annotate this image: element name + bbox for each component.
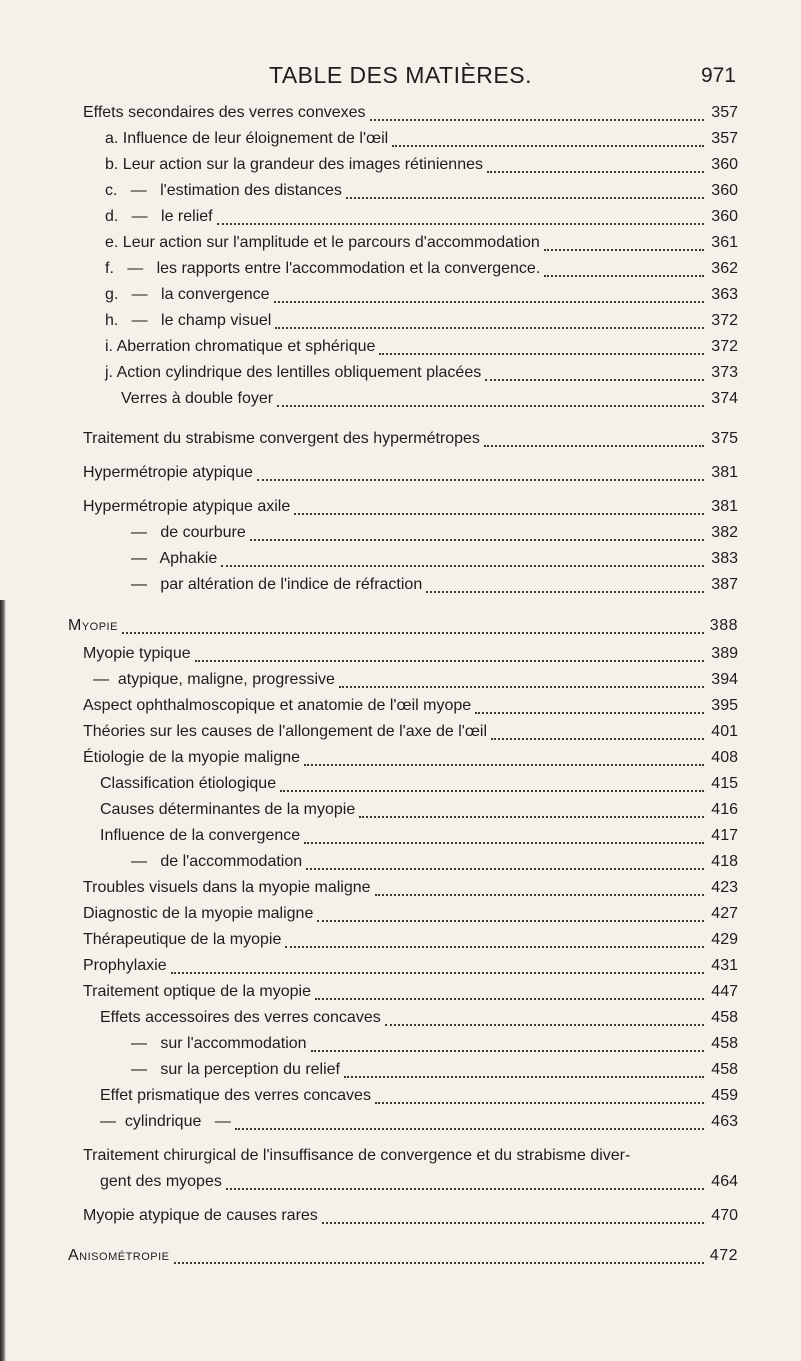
toc-entry (93, 671, 738, 693)
toc-entry-page: 363 (711, 286, 738, 303)
toc-entry-page: 401 (711, 723, 738, 740)
toc-entry-label: Troubles visuels dans la myopie maligne (83, 879, 371, 896)
toc-entry-label: Myopie atypique de causes rares (83, 1207, 318, 1224)
toc-entry-label: Prophylaxie (83, 957, 167, 974)
toc-entry (83, 498, 738, 520)
toc-entry-page: 372 (711, 338, 738, 355)
toc-entry-page: 383 (711, 550, 738, 567)
dot-leader (485, 379, 704, 381)
toc-entry-page: 357 (711, 130, 738, 147)
toc-entry (131, 524, 738, 546)
toc-section-heading (68, 617, 738, 639)
toc-entry (83, 464, 738, 486)
dot-leader (257, 479, 704, 481)
dot-leader (275, 327, 704, 329)
toc-entry-page: 463 (711, 1113, 738, 1130)
dot-leader (304, 842, 704, 844)
toc-entry-page: 417 (711, 827, 738, 844)
dot-leader (221, 565, 704, 567)
toc-entry (100, 827, 738, 849)
toc-entry-label: Traitement du strabisme convergent des hypermétropes (83, 430, 480, 447)
toc-entry-label: Théories sur les causes de l'allongement de l'axe de l'œil (83, 723, 488, 740)
toc-entry (105, 130, 738, 152)
toc-entry-label: Thérapeutique de la myopie (83, 931, 282, 948)
toc-entry-page: 357 (711, 104, 738, 121)
toc-entry-label: e. Leur action sur l'amplitude et le parcours d'accommodation (105, 234, 540, 251)
toc-entry (121, 390, 738, 412)
dot-leader (306, 868, 704, 870)
dot-leader (426, 591, 704, 593)
dot-leader (322, 1222, 704, 1224)
toc-entry (105, 260, 738, 282)
toc-entry-page: 374 (711, 390, 738, 407)
toc-entry-page: 458 (711, 1061, 738, 1078)
toc-entry (105, 234, 738, 256)
toc-entry (83, 697, 738, 719)
dot-leader (544, 275, 704, 277)
toc-entry-label: Classification étiologique (100, 775, 277, 792)
toc-entry-label: a. Influence de leur éloignement de l'œil (105, 130, 389, 147)
toc-entry-label: — de courbure (131, 524, 246, 541)
toc-entry (105, 364, 738, 386)
toc-entry-page: 382 (711, 524, 738, 541)
dot-leader (195, 660, 704, 662)
dot-leader (250, 539, 704, 541)
toc-entry-label: h. — le champ visuel (105, 312, 272, 329)
toc-entry-page: 415 (711, 775, 738, 792)
toc-entry-page: 360 (711, 208, 738, 225)
toc-entry-page: 470 (711, 1207, 738, 1224)
dot-leader (375, 1102, 704, 1104)
toc-entry-label: Effet prismatique des verres concaves (100, 1087, 371, 1104)
toc-entry-page: 431 (711, 957, 738, 974)
toc-entry-label: — de l'accommodation (131, 853, 303, 870)
toc-entry (83, 905, 738, 927)
toc-entry (83, 879, 738, 901)
toc-entry-label: Traitement optique de la myopie (83, 983, 311, 1000)
toc-entry-page: 423 (711, 879, 738, 896)
toc-entry (83, 1207, 738, 1229)
toc-entry-page: 416 (711, 801, 738, 818)
toc-entry (131, 550, 738, 572)
toc-entry-label: gent des myopes (100, 1173, 222, 1190)
dot-leader (317, 920, 704, 922)
toc-entry-label: Myopie typique (83, 645, 191, 662)
toc-entry-label: Hypermétropie atypique axile (83, 498, 291, 515)
toc-entry-page: 389 (711, 645, 738, 662)
dot-leader (339, 686, 704, 688)
toc-entry-label: — par altération de l'indice de réfraction (131, 576, 423, 593)
toc-entry-label: i. Aberration chromatique et sphérique (105, 338, 376, 355)
toc-entry (83, 723, 738, 745)
dot-leader (226, 1188, 704, 1190)
toc-entry (100, 1087, 738, 1109)
toc-entry-page: 472 (709, 1247, 738, 1264)
toc-entry-label: — cylindrique — (100, 1113, 231, 1130)
toc-entry-label: f. — les rapports entre l'accommodation et la convergence. (105, 260, 541, 277)
dot-leader (359, 816, 704, 818)
dot-leader (544, 249, 704, 251)
toc-entry (105, 182, 738, 204)
toc-entry-page: 429 (711, 931, 738, 948)
toc-entry-label: — atypique, maligne, progressive (93, 671, 335, 688)
toc-entry-page: 408 (711, 749, 738, 766)
toc-entry-page: 459 (711, 1087, 738, 1104)
toc-entry-page: 427 (711, 905, 738, 922)
toc-entry (83, 1147, 738, 1169)
dot-leader (370, 119, 704, 121)
toc-entry-label: Hypermétropie atypique (83, 464, 253, 481)
dot-leader (217, 223, 704, 225)
dot-leader (285, 946, 704, 948)
toc-entry-label: Influence de la convergence (100, 827, 301, 844)
dot-leader (487, 171, 704, 173)
toc-entry (83, 931, 738, 953)
toc-entry (131, 853, 738, 875)
dot-leader (491, 738, 704, 740)
dot-leader (122, 632, 704, 634)
dot-leader (280, 790, 704, 792)
dot-leader (274, 301, 704, 303)
toc-entry-label: g. — la convergence (105, 286, 270, 303)
toc-entry-page: 464 (711, 1173, 738, 1190)
toc-entry (105, 338, 738, 360)
toc-entry (83, 104, 738, 126)
toc-section-heading (68, 1247, 738, 1269)
toc-entry-label: — sur la perception du relief (131, 1061, 340, 1078)
toc-entry (83, 645, 738, 667)
toc-entry-page: 381 (711, 498, 738, 515)
toc-entry (83, 749, 738, 771)
dot-leader (315, 998, 704, 1000)
toc-entry (100, 801, 738, 823)
toc-entry-page: 458 (711, 1009, 738, 1026)
toc-entry (100, 1173, 738, 1195)
dot-leader (344, 1076, 704, 1078)
toc-entry (83, 983, 738, 1005)
toc-entry-label: Effets secondaires des verres convexes (83, 104, 366, 121)
toc-entry (100, 1113, 738, 1135)
toc-entry-label: — sur l'accommodation (131, 1035, 307, 1052)
dot-leader (171, 972, 704, 974)
toc-entry-label: — Aphakie (131, 550, 218, 567)
toc-entry (83, 957, 738, 979)
dot-leader (294, 513, 704, 515)
toc-entry-page: 394 (711, 671, 738, 688)
toc-entry-page: 418 (711, 853, 738, 870)
toc-entry-label: Myopie (68, 617, 118, 634)
toc-entry-page: 395 (711, 697, 738, 714)
toc-entry (105, 156, 738, 178)
toc-entry-page: 361 (711, 234, 738, 251)
toc-entry-page: 375 (711, 430, 738, 447)
toc-entry-label: Verres à double foyer (121, 390, 274, 407)
toc-entry-page: 447 (711, 983, 738, 1000)
page-title: TABLE DES MATIÈRES. (269, 62, 532, 88)
dot-leader (375, 894, 704, 896)
dot-leader (484, 445, 704, 447)
toc-entry-label: j. Action cylindrique des lentilles obliquement placées (105, 364, 482, 381)
toc-entry-page: 388 (709, 617, 738, 634)
toc-entry-page: 362 (711, 260, 738, 277)
toc-entry (105, 208, 738, 230)
toc-entry-label: c. — l'estimation des distances (105, 182, 342, 199)
dot-leader (174, 1262, 704, 1264)
toc-entry-label: Aspect ophthalmoscopique et anatomie de l'œil myope (83, 697, 472, 714)
toc-entry (105, 286, 738, 308)
toc-entry-label: Traitement chirurgical de l'insuffisance de convergence et du strabisme diver- (83, 1147, 631, 1164)
page-number: 971 (700, 64, 736, 87)
dot-leader (277, 405, 704, 407)
dot-leader (392, 145, 704, 147)
dot-leader (311, 1050, 704, 1052)
toc-entry (105, 312, 738, 334)
toc-entry-page: 373 (711, 364, 738, 381)
toc-entry (100, 1009, 738, 1031)
toc-entry (83, 430, 738, 452)
toc-entry-label: Étiologie de la myopie maligne (83, 749, 301, 766)
dot-leader (385, 1024, 704, 1026)
toc-entry-label: Anisométropie (68, 1247, 170, 1264)
toc-entry-label: Effets accessoires des verres concaves (100, 1009, 381, 1026)
dot-leader (475, 712, 704, 714)
toc-entry-label: Causes déterminantes de la myopie (100, 801, 356, 818)
toc-entry (131, 1061, 738, 1083)
toc-entry-page: 387 (711, 576, 738, 593)
toc-entry-page: 360 (711, 182, 738, 199)
dot-leader (346, 197, 704, 199)
toc-entry-label: Diagnostic de la myopie maligne (83, 905, 314, 922)
toc-entry-label: b. Leur action sur la grandeur des images rétiniennes (105, 156, 483, 173)
toc-entry-page: 381 (711, 464, 738, 481)
toc-entry-page: 458 (711, 1035, 738, 1052)
toc-entry (131, 576, 738, 598)
toc-entry (131, 1035, 738, 1057)
dot-leader (379, 353, 704, 355)
toc-entry-page: 360 (711, 156, 738, 173)
toc-entry (100, 775, 738, 797)
toc-entry-label: d. — le relief (105, 208, 213, 225)
dot-leader (304, 764, 704, 766)
toc-entry-page: 372 (711, 312, 738, 329)
dot-leader (235, 1128, 704, 1130)
